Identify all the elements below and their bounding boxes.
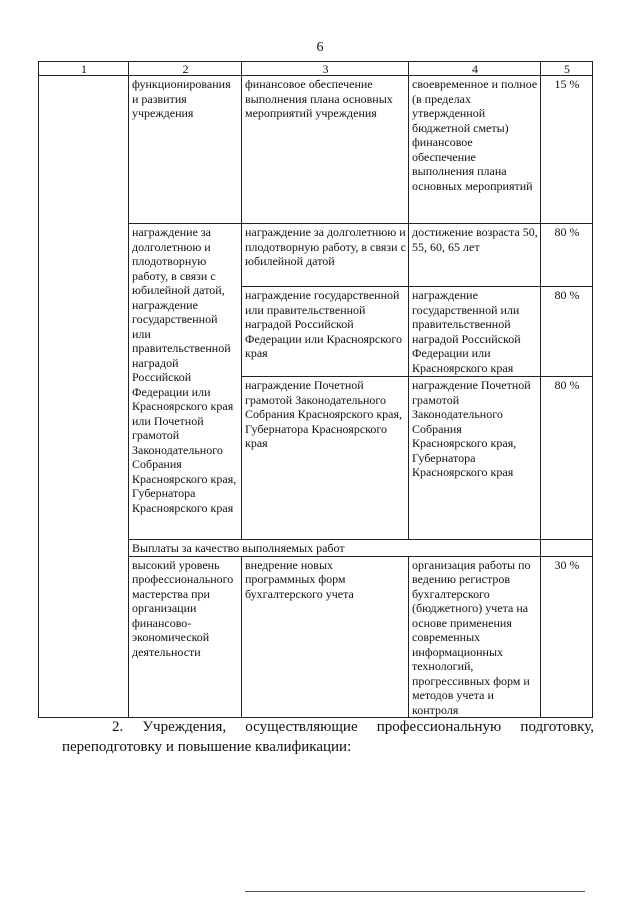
column-number: 2 (129, 62, 242, 76)
column-number: 5 (541, 62, 593, 76)
table-cell-percent: 15 % (541, 76, 593, 224)
column-number: 1 (39, 62, 129, 76)
table-cell-percent: 80 % (541, 377, 593, 540)
section-paragraph: 2. Учреждения, осуществляющие профессиональную подготовку, переподготовку и повышение квалификации: (62, 719, 594, 755)
footer-rule (245, 891, 585, 892)
column-number: 4 (409, 62, 541, 76)
table-cell: награждение за долголетнюю и плодотворную работу, в связи с юбилейной датой (242, 224, 409, 287)
table-cell: финансовое обеспечение выполнения плана основных мероприятий учреждения (242, 76, 409, 224)
section-heading: Выплаты за качество выполняемых работ (129, 540, 541, 557)
table-cell: своевременное и полное (в пределах утвержденной бюджетной сметы) финансовое обеспечение выполнения плана основных мероприятий (409, 76, 541, 224)
table-cell-empty (541, 540, 593, 557)
table-cell: награждение Почетной грамотой Законодательного Собрания Красноярского края, Губернатора Красноярского края (242, 377, 409, 540)
table-cell: награждение Почетной грамотой Законодательного Собрания Красноярского края, Губернатора Красноярского края (409, 377, 541, 540)
table-row (39, 76, 593, 224)
page-number: 6 (316, 40, 324, 55)
table-cell: награждение государственной или правительственной наградой Российской Федерации или Красноярского края (409, 287, 541, 377)
table-cell-percent: 80 % (541, 224, 593, 287)
table-cell: организация работы по ведению регистров бухгалтерского (бюджетного) учета на основе применения современных информационных технологий, прогрессивных форм и методов учета и контроля (409, 556, 541, 718)
table-cell-percent: 30 % (541, 556, 593, 718)
table-cell: достижение возраста 50, 55, 60, 65 лет (409, 224, 541, 287)
column-number-row (39, 62, 593, 76)
table-cell: высокий уровень профессионального мастерства при организации финансово-экономической деятельности (129, 556, 242, 718)
table-cell: награждение за долголетнюю и плодотворную работу, в связи с юбилейной датой, награждение государственной или правительственной наградой Российской Федерации или Красноярского края или Почетной грамотой Законодательного Собрания Красноярского края, Губернатора Красноярского края (129, 224, 242, 540)
table-cell-empty (39, 76, 129, 718)
criteria-table (38, 61, 593, 718)
table-cell: внедрение новых программных форм бухгалтерского учета (242, 556, 409, 718)
table-cell: награждение государственной или правительственной наградой Российской Федерации или Красноярского края (242, 287, 409, 377)
table-cell-percent: 80 % (541, 287, 593, 377)
table-cell: функционирования и развития учреждения (129, 76, 242, 224)
column-number: 3 (242, 62, 409, 76)
